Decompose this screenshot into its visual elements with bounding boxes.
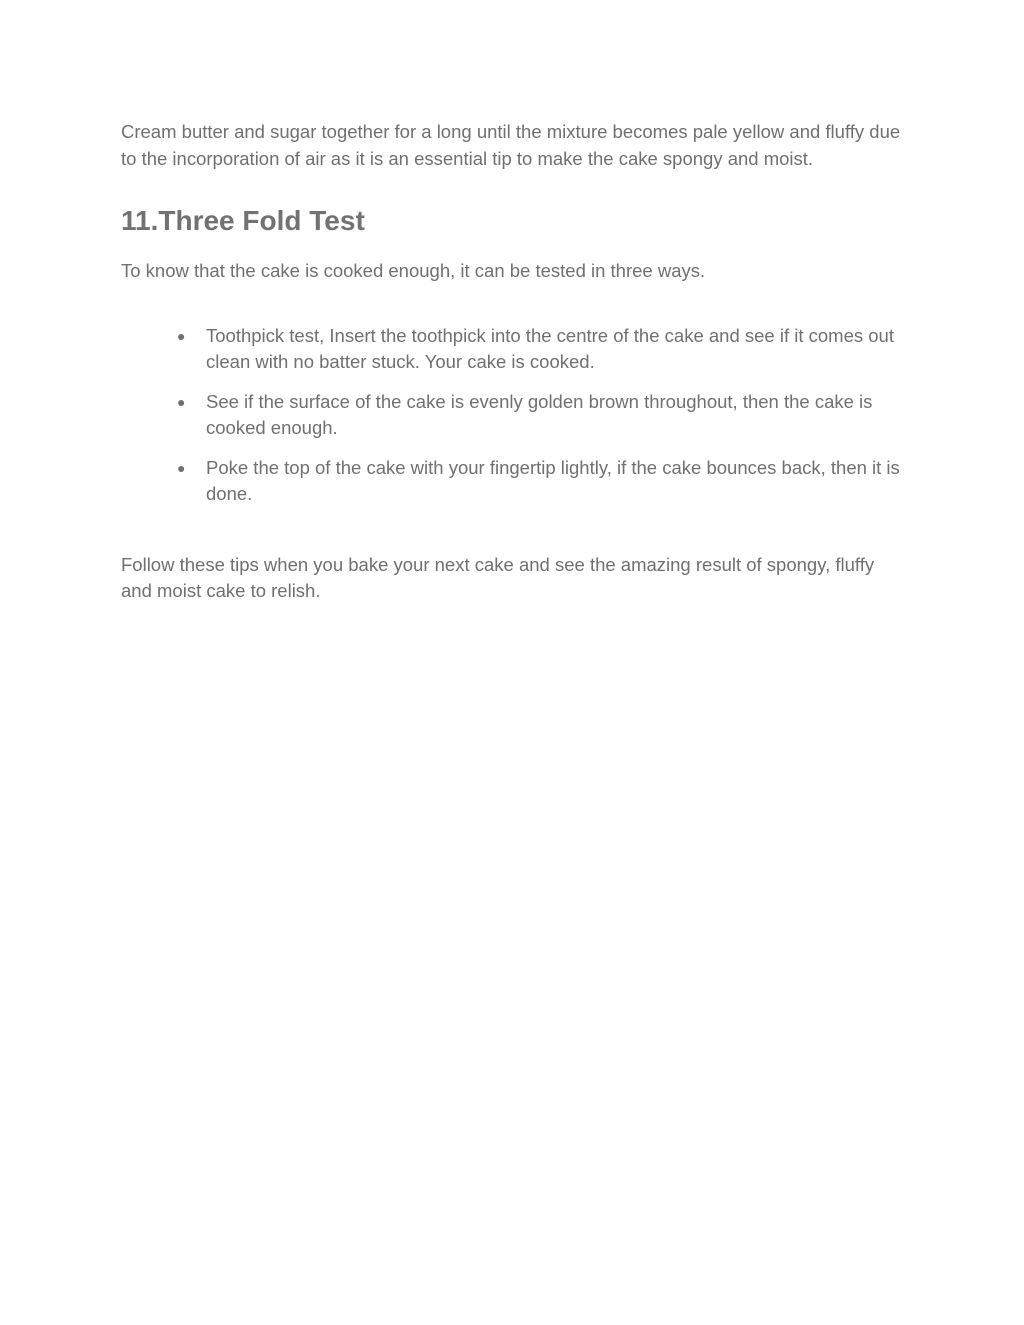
- document-page: [121, 119, 906, 605]
- list-item: [121, 455, 906, 508]
- bullet-icon: ●: [177, 459, 186, 476]
- list-item-text: Poke the top of the cake with your fingertip lightly, if the cake bounces back, then it is done.: [206, 456, 900, 504]
- lead-paragraph: To know that the cake is cooked enough, it can be tested in three ways.: [121, 260, 706, 281]
- list-item: [121, 389, 906, 442]
- intro-paragraph: Cream butter and sugar together for a long until the mixture becomes pale yellow and fluffy due to the incorporation of air as it is an essential tip to make the cake spongy and moist.: [121, 121, 901, 169]
- list-item: [121, 323, 906, 376]
- list-item-text: Toothpick test, Insert the toothpick into the centre of the cake and see if it comes out clean with no batter stuck. Your cake is cooked.: [206, 324, 894, 372]
- bullet-list: [121, 323, 906, 508]
- section-heading: 11.Three Fold Test: [121, 205, 365, 236]
- bullet-icon: ●: [177, 393, 186, 410]
- list-item-text: See if the surface of the cake is evenly golden brown throughout, then the cake is cooked enough.: [206, 390, 873, 438]
- closing-paragraph: Follow these tips when you bake your next cake and see the amazing result of spongy, fluffy and moist cake to relish.: [121, 553, 875, 601]
- bullet-icon: ●: [177, 327, 186, 344]
